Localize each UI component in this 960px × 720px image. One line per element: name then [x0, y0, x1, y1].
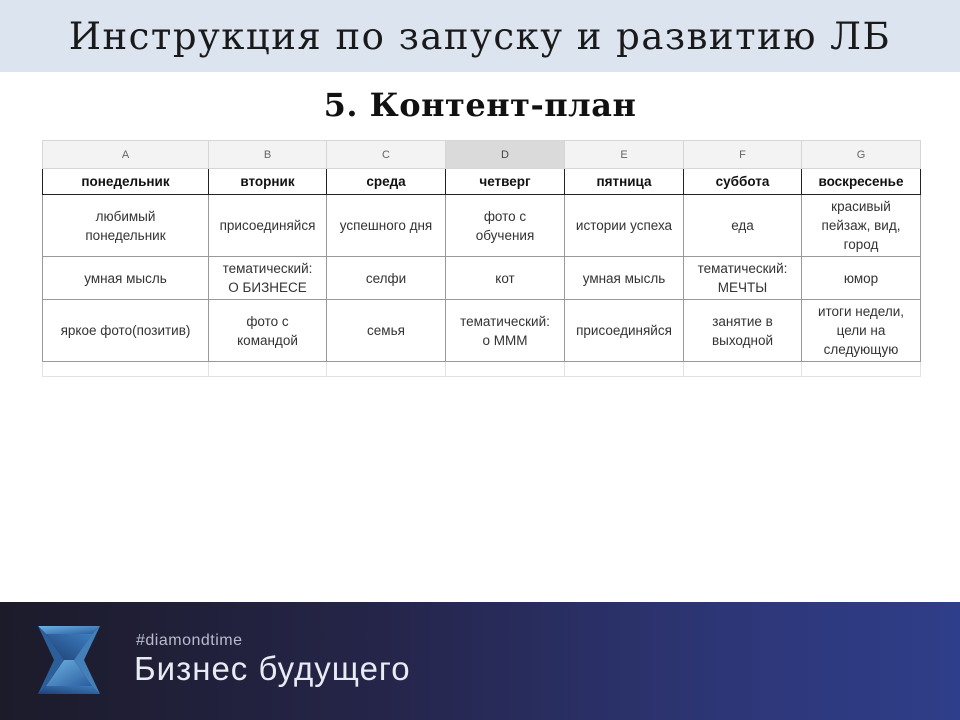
- column-header-a[interactable]: A: [43, 141, 209, 169]
- empty-cell[interactable]: [684, 362, 802, 377]
- table-cell[interactable]: любимый понедельник: [43, 195, 209, 257]
- content-plan-table: [42, 140, 921, 377]
- column-header-c[interactable]: C: [327, 141, 446, 169]
- day-cell-tuesday[interactable]: вторник: [209, 169, 327, 195]
- column-header-e[interactable]: E: [565, 141, 684, 169]
- table-cell[interactable]: тематический: о МММ: [446, 300, 565, 362]
- empty-cell[interactable]: [446, 362, 565, 377]
- table-cell[interactable]: тематический: О БИЗНЕСЕ: [209, 257, 327, 300]
- table-cell[interactable]: красивый пейзаж, вид, город: [802, 195, 921, 257]
- table-cell[interactable]: итоги недели, цели на следующую: [802, 300, 921, 362]
- table-cell[interactable]: умная мысль: [43, 257, 209, 300]
- day-cell-wednesday[interactable]: среда: [327, 169, 446, 195]
- day-cell-thursday[interactable]: четверг: [446, 169, 565, 195]
- days-header-row: [43, 169, 921, 195]
- day-cell-friday[interactable]: пятница: [565, 169, 684, 195]
- table-row: [43, 300, 921, 362]
- title-bar: [0, 0, 960, 72]
- footer-banner: [0, 602, 960, 720]
- column-header-g[interactable]: G: [802, 141, 921, 169]
- table-cell[interactable]: фото с обучения: [446, 195, 565, 257]
- footer-title: Бизнес будущего: [134, 650, 411, 687]
- empty-cell[interactable]: [43, 362, 209, 377]
- empty-cell[interactable]: [209, 362, 327, 377]
- table-cell[interactable]: юмор: [802, 257, 921, 300]
- empty-cell[interactable]: [327, 362, 446, 377]
- empty-cell[interactable]: [565, 362, 684, 377]
- column-header-d[interactable]: D: [446, 141, 565, 169]
- table-cell[interactable]: занятие в выходной: [684, 300, 802, 362]
- footer-hashtag: #diamondtime: [136, 632, 243, 649]
- table-cell[interactable]: успешного дня: [327, 195, 446, 257]
- slide-subtitle: 5. Контент-план: [323, 86, 637, 124]
- spreadsheet-screenshot: [42, 140, 920, 377]
- table-row: [43, 195, 921, 257]
- table-cell[interactable]: умная мысль: [565, 257, 684, 300]
- table-cell[interactable]: присоединяйся: [565, 300, 684, 362]
- table-cell[interactable]: селфи: [327, 257, 446, 300]
- table-cell[interactable]: истории успеха: [565, 195, 684, 257]
- column-header-f[interactable]: F: [684, 141, 802, 169]
- table-cell[interactable]: кот: [446, 257, 565, 300]
- column-letter-row: [43, 141, 921, 169]
- slide-title: Инструкция по запуску и развитию ЛБ: [68, 14, 892, 58]
- table-cell[interactable]: яркое фото(позитив): [43, 300, 209, 362]
- table-cell[interactable]: еда: [684, 195, 802, 257]
- empty-cell[interactable]: [802, 362, 921, 377]
- table-row: [43, 257, 921, 300]
- table-cell[interactable]: фото с командой: [209, 300, 327, 362]
- table-cell[interactable]: тематический: МЕЧТЫ: [684, 257, 802, 300]
- column-header-b[interactable]: B: [209, 141, 327, 169]
- table-cell[interactable]: присоединяйся: [209, 195, 327, 257]
- empty-row: [43, 362, 921, 377]
- day-cell-saturday[interactable]: суббота: [684, 169, 802, 195]
- hourglass-diamond-logo-icon: [34, 622, 104, 698]
- day-cell-monday[interactable]: понедельник: [43, 169, 209, 195]
- table-cell[interactable]: семья: [327, 300, 446, 362]
- day-cell-sunday[interactable]: воскресенье: [802, 169, 921, 195]
